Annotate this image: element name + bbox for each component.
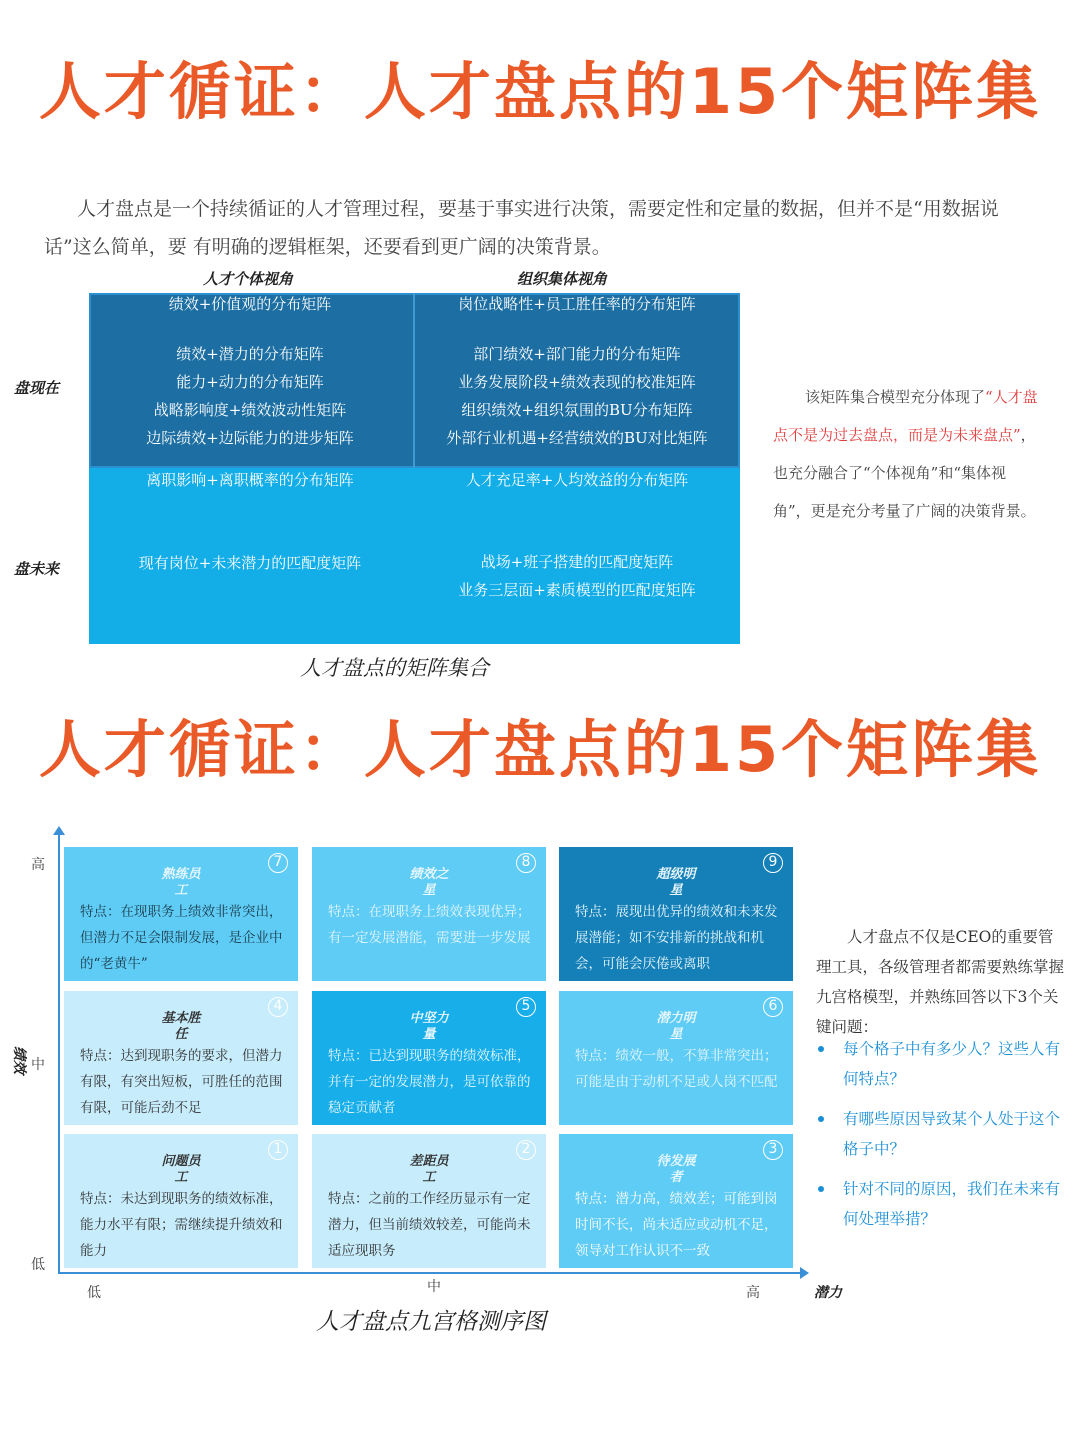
cell-description: 特点：达到现职务的要求，但潜力有限，有突出短板，可胜任的范围有限，可能后劲不足 [80, 1048, 283, 1116]
bullet-icon [818, 1116, 824, 1122]
matrix-item: 战略影响度+绩效波动性矩阵 [153, 401, 347, 419]
matrix-item: 业务三层面+素质模型的匹配度矩阵 [458, 581, 696, 599]
question-item: 针对不同的原因，我们在未来有何处理举措？ [816, 1174, 1068, 1234]
x-tick-low: 低 [87, 1285, 101, 1301]
page-title: 人才循证：人才盘点的15个矩阵集 [38, 55, 1042, 128]
column-header-organization: 组织集体视角 [517, 270, 608, 288]
y-axis-arrow-icon [53, 826, 65, 835]
x-axis-label: 潜力 [814, 1285, 842, 1301]
cell-name: 超级明星 [656, 867, 696, 898]
matrix-item: 人才充足率+人均效益的分布矩阵 [465, 471, 689, 489]
x-axis-arrow-icon [800, 1267, 809, 1279]
matrix-caption: 人才盘点的矩阵集合 [300, 656, 489, 680]
cell-description: 特点：之前的工作经历显示有一定潜力，但当前绩效较差，可能尚未适应现职务 [328, 1191, 531, 1259]
grid-cell-6 [559, 991, 793, 1125]
cell-name: 中坚力量 [409, 1011, 449, 1042]
grid-cell-3 [559, 1134, 793, 1268]
matrix-item: 组织绩效+组织氛围的BU分布矩阵 [461, 401, 693, 419]
cell-name: 潜力明星 [656, 1011, 696, 1042]
grid-cell-9 [559, 847, 793, 981]
matrix-item: 现有岗位+未来潜力的匹配度矩阵 [138, 554, 362, 572]
right-panel-paragraph: 人才盘点不仅是CEO的重要管理工具，各级管理者都需要熟练掌握九宫格模型，并熟练回答以下3个关键问题： [816, 928, 1065, 1036]
cell-name: 差距员工 [409, 1154, 449, 1185]
x-tick-high: 高 [746, 1285, 760, 1301]
row-header-future: 盘未来 [14, 560, 60, 578]
grid-cell-2 [312, 1134, 546, 1268]
cell-description: 特点：展现出优异的绩效和未来发展潜能；如不安排新的挑战和机会，可能会厌倦或离职 [575, 904, 778, 972]
number-3-icon: 3 [763, 1140, 783, 1160]
y-tick-high: 高 [31, 857, 45, 873]
cell-description: 特点：已达到现职务的绩效标准，并有一定的发展潜力，是可依靠的稳定贡献者 [328, 1048, 531, 1116]
side-note-highlight: “人才盘点不是为过去盘点，而是为未来盘点” [773, 388, 1038, 444]
grid-cell-8 [312, 847, 546, 981]
cell-description: 特点：绩效一般，不算非常突出；可能是由于动机不足或人岗不匹配 [575, 1048, 778, 1090]
bullet-icon [818, 1186, 824, 1192]
question-list [816, 1034, 1068, 1244]
side-note-rest: ，也充分融合了“个体视角”和“集体视角”，更是充分考量了广阔的决策背景。 [773, 426, 1036, 520]
x-axis [58, 1272, 802, 1274]
matrix-divider [413, 293, 415, 468]
cell-name: 基本胜任 [161, 1011, 201, 1042]
question-item: 每个格子中有多少人？这些人有何特点？ [816, 1034, 1068, 1094]
cell-name: 绩效之星 [409, 867, 449, 898]
number-8-icon: 8 [516, 853, 536, 873]
cell-name: 待发展者 [656, 1154, 696, 1185]
cell-description: 特点：未达到现职务的绩效标准，能力水平有限；需继续提升绩效和能力 [80, 1191, 283, 1259]
matrix-item: 边际绩效+边际能力的进步矩阵 [146, 429, 354, 447]
number-1-icon: 1 [268, 1140, 288, 1160]
cell-description: 特点：在现职务上绩效非常突出，但潜力不足会限制发展，是企业中的“老黄牛” [80, 904, 283, 972]
question-item: 有哪些原因导致某个人处于这个格子中？ [816, 1104, 1068, 1164]
bullet-icon [818, 1046, 824, 1052]
section-title: 人才循证：人才盘点的15个矩阵集 [38, 713, 1042, 786]
matrix-item: 离职影响+离职概率的分布矩阵 [146, 471, 354, 489]
intro-paragraph: 人才盘点是一个持续循证的人才管理过程，要基于事实进行决策，需要定性和定量的数据，但并不是“用数据说话”这么简单，要 有明确的逻辑框架，还要看到更广阔的决策背景。 [44, 198, 999, 258]
cell-description: 特点：潜力高，绩效差；可能到岗时间不长，尚未适应或动机不足，领导对工作认识不一致 [575, 1191, 778, 1259]
number-7-icon: 7 [268, 853, 288, 873]
matrix-item: 业务发展阶段+绩效表现的校准矩阵 [458, 373, 696, 391]
side-note [773, 378, 1043, 530]
matrix-item: 外部行业机遇+经营绩效的BU对比矩阵 [446, 429, 708, 447]
right-panel-intro [816, 922, 1066, 1042]
matrix-item: 绩效+价值观的分布矩阵 [168, 295, 332, 313]
y-axis-label: 绩效 [11, 1046, 27, 1074]
grid-cell-7 [64, 847, 298, 981]
number-9-icon: 9 [763, 853, 783, 873]
grid-cell-4 [64, 991, 298, 1125]
grid-cell-1 [64, 1134, 298, 1268]
matrix-item: 能力+动力的分布矩阵 [176, 373, 324, 391]
x-tick-mid: 中 [427, 1279, 441, 1295]
y-axis [58, 832, 60, 1274]
number-5-icon: 5 [516, 997, 536, 1017]
matrix-item: 部门绩效+部门能力的分布矩阵 [473, 345, 681, 363]
number-2-icon: 2 [516, 1140, 536, 1160]
cell-name: 问题员工 [161, 1154, 201, 1185]
row-header-present: 盘现在 [14, 379, 60, 397]
grid-cell-5 [312, 991, 546, 1125]
matrix-item: 岗位战略性+员工胜任率的分布矩阵 [458, 295, 696, 313]
y-tick-mid: 中 [31, 1057, 45, 1073]
cell-description: 特点：在现职务上绩效表现优异；有一定发展潜能，需要进一步发展 [328, 904, 531, 946]
side-note-line1: 该矩阵集合模型充分体现了 [805, 388, 986, 406]
cell-name: 熟练员工 [161, 867, 201, 898]
column-header-individual: 人才个体视角 [203, 270, 294, 288]
grid-caption: 人才盘点九宫格测序图 [316, 1309, 546, 1335]
number-4-icon: 4 [268, 997, 288, 1017]
matrix-item: 绩效+潜力的分布矩阵 [176, 345, 324, 363]
y-tick-low: 低 [31, 1257, 45, 1273]
number-6-icon: 6 [763, 997, 783, 1017]
matrix-item: 战场+班子搭建的匹配度矩阵 [480, 553, 674, 571]
